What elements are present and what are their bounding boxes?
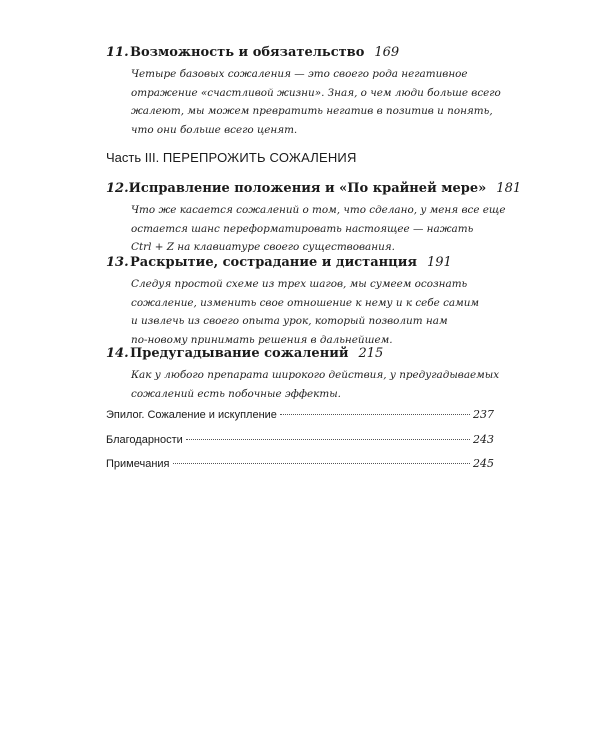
chapter-description <box>131 201 506 257</box>
chapter-page-number: 181 <box>496 181 522 196</box>
toc-entry-label: Благодарности <box>106 434 183 446</box>
chapter-title: Предугадывание сожалений <box>130 346 349 361</box>
chapter-number: 14. <box>106 346 129 361</box>
description-line: отражение «счастливой жизни». Зная, о чем люди больше всего <box>131 86 501 99</box>
toc-entry-page: 245 <box>473 457 494 470</box>
dot-leader <box>186 439 470 440</box>
chapter-heading <box>106 254 506 272</box>
toc-entry-label: Эпилог. Сожаление и искупление <box>106 409 277 421</box>
toc-entry-page: 237 <box>473 408 494 421</box>
part-heading <box>106 150 357 165</box>
chapter-page-number: 191 <box>427 255 452 270</box>
toc-chapter <box>106 345 506 403</box>
chapter-page-number: 215 <box>358 346 384 361</box>
chapter-title: Возможность и обязательство <box>130 45 365 60</box>
description-line: что они больше всего ценят. <box>131 123 298 136</box>
chapter-heading <box>106 44 506 62</box>
toc-chapter <box>106 254 506 349</box>
description-line: Следуя простой схеме из трех шагов, мы сумеем осознать <box>131 278 468 290</box>
chapter-heading <box>106 345 506 363</box>
chapter-heading <box>106 180 522 198</box>
description-line: сожалений есть побочные эффекты. <box>131 387 341 400</box>
dot-leader <box>173 463 470 464</box>
chapter-number: 13. <box>106 255 129 270</box>
description-line: Ctrl + Z на клавиатуре своего существования. <box>131 241 395 254</box>
description-line: жалеют, мы можем превратить негатив в позитив и понять, <box>131 105 493 118</box>
description-line: сожаление, изменить свое отношение к нему и к себе самим <box>131 296 480 309</box>
part-name: ПЕРЕПРОЖИТЬ СОЖАЛЕНИЯ <box>162 150 357 165</box>
part-prefix: Часть III. <box>106 150 160 165</box>
dot-leader <box>280 414 470 415</box>
description-line: по-новому принимать решения в дальнейшем. <box>131 333 393 346</box>
chapter-title: Раскрытие, сострадание и дистанция <box>130 255 417 270</box>
chapter-number: 12. <box>106 181 129 196</box>
toc-entry-epilogue <box>106 408 494 421</box>
toc-entry-label: Примечания <box>106 458 170 470</box>
chapter-description <box>131 275 506 349</box>
toc-entry-acknowledgements <box>106 433 494 446</box>
chapter-number: 11. <box>106 45 129 60</box>
chapter-description <box>131 65 506 139</box>
toc-entry-notes <box>106 457 494 470</box>
toc-chapter <box>106 180 522 257</box>
chapter-title: Исправление положения и «По крайней мере» <box>128 181 487 196</box>
description-line: Как у любого препарата широкого действия, у предугадываемых <box>131 369 500 381</box>
description-line: остается шанс переформатировать настоящее — нажать <box>131 222 474 235</box>
chapter-description <box>131 366 506 403</box>
description-line: Четыре базовых сожаления — это своего рода негативное <box>131 68 468 80</box>
description-line: Что же касается сожалений о том, что сделано, у меня все еще <box>131 204 506 216</box>
toc-entry-page: 243 <box>473 433 494 446</box>
chapter-page-number: 169 <box>374 45 400 60</box>
description-line: и извлечь из своего опыта урок, который позволит нам <box>131 315 448 328</box>
toc-chapter <box>106 44 506 139</box>
